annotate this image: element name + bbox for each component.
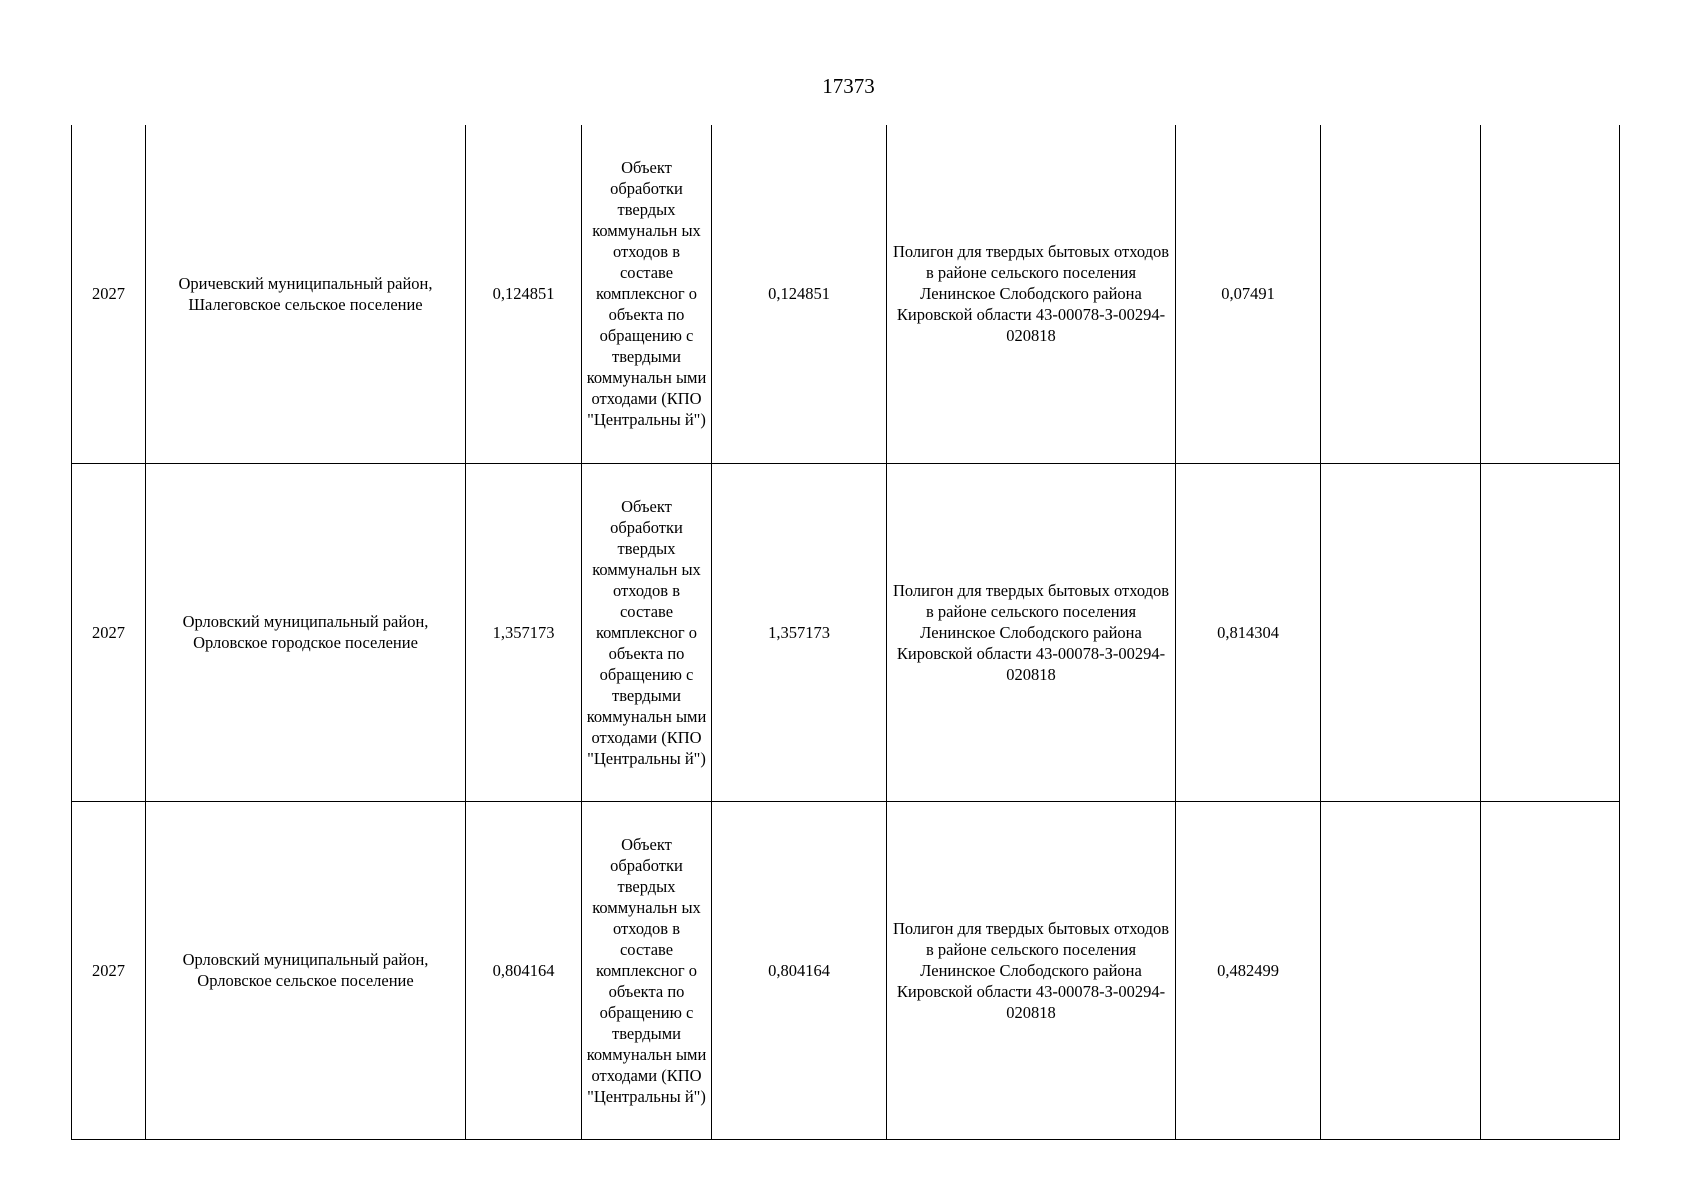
table-row xyxy=(72,801,1620,1139)
cell-empty xyxy=(1481,801,1620,1139)
cell-mass-generated: 0,124851 xyxy=(466,125,582,463)
cell-year: 2027 xyxy=(72,801,146,1139)
cell-mass-disposed: 0,482499 xyxy=(1176,801,1321,1139)
cell-municipality: Орловский муниципальный район, Орловское сельское поселение xyxy=(146,801,466,1139)
cell-municipality: Орловский муниципальный район, Орловское городское поселение xyxy=(146,463,466,801)
cell-destination: Полигон для твердых бытовых отходов в районе сельского поселения Ленинское Слободского района Кировской области 43-00078-З-00294-020818 xyxy=(887,125,1176,463)
cell-empty xyxy=(1321,125,1481,463)
cell-empty xyxy=(1321,801,1481,1139)
cell-year: 2027 xyxy=(72,125,146,463)
page-number: 17373 xyxy=(822,74,875,98)
cell-mass-generated: 1,357173 xyxy=(466,463,582,801)
cell-empty xyxy=(1481,125,1620,463)
cell-mass-processed: 0,804164 xyxy=(712,801,887,1139)
cell-municipality: Оричевский муниципальный район, Шалеговское сельское поселение xyxy=(146,125,466,463)
cell-mass-disposed: 0,814304 xyxy=(1176,463,1321,801)
cell-object-type: Объект обработки твердых коммунальн ых отходов в составе комплексног о объекта по обращению с твердыми коммунальн ыми отходами (КПО "Центральны й") xyxy=(582,463,712,801)
table-row xyxy=(72,125,1620,463)
cell-mass-disposed: 0,07491 xyxy=(1176,125,1321,463)
cell-mass-generated: 0,804164 xyxy=(466,801,582,1139)
cell-object-type: Объект обработки твердых коммунальн ых отходов в составе комплексног о объекта по обращению с твердыми коммунальн ыми отходами (КПО "Центральны й") xyxy=(582,801,712,1139)
cell-object-type: Объект обработки твердых коммунальн ых отходов в составе комплексног о объекта по обращению с твердыми коммунальн ыми отходами (КПО "Центральны й") xyxy=(582,125,712,463)
cell-mass-processed: 0,124851 xyxy=(712,125,887,463)
cell-year: 2027 xyxy=(72,463,146,801)
cell-destination: Полигон для твердых бытовых отходов в районе сельского поселения Ленинское Слободского района Кировской области 43-00078-З-00294-020818 xyxy=(887,801,1176,1139)
cell-destination: Полигон для твердых бытовых отходов в районе сельского поселения Ленинское Слободского района Кировской области 43-00078-З-00294-020818 xyxy=(887,463,1176,801)
cell-empty xyxy=(1481,463,1620,801)
cell-empty xyxy=(1321,463,1481,801)
data-table xyxy=(71,125,1620,1140)
cell-mass-processed: 1,357173 xyxy=(712,463,887,801)
table-row xyxy=(72,463,1620,801)
